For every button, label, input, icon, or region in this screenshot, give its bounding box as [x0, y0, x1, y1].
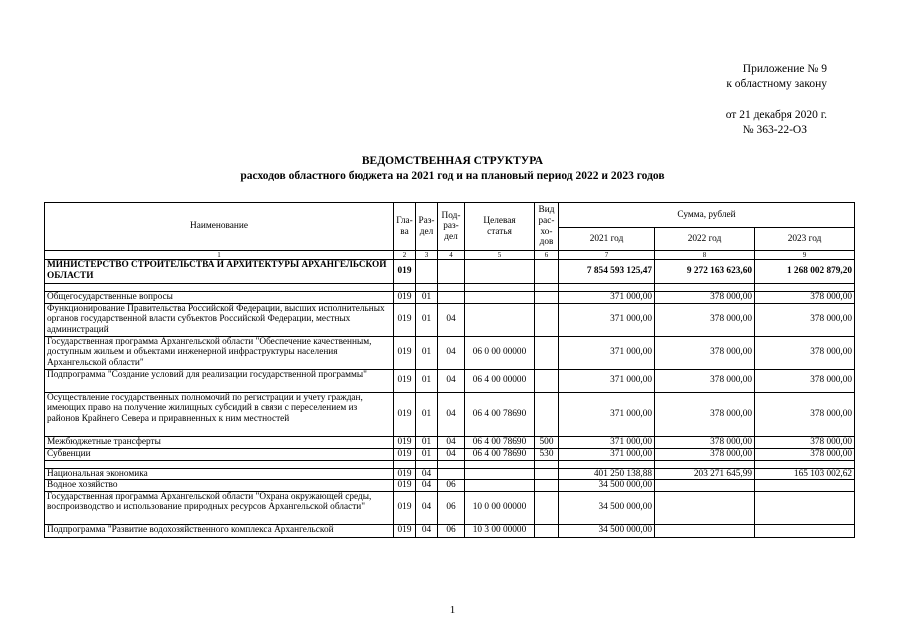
- table-row: [45, 491, 855, 524]
- cell-2021: 371 000,00: [559, 303, 655, 336]
- cell-2022: 203 271 645,99: [655, 468, 755, 480]
- spacer-row: [45, 460, 855, 468]
- cell-target: [465, 303, 535, 336]
- cell-vid: [535, 284, 559, 292]
- cell-target: [465, 480, 535, 492]
- cell-name: Осуществление государственных полномочий по регистрации и учету граждан, имеющих право на получение жилищных субсидий в связи с переселением из районов Крайнего Севера и приравненных к ним местностей: [45, 392, 394, 436]
- table-row: [45, 369, 855, 392]
- cell-glava: 019: [394, 491, 416, 524]
- cell-2023: [755, 480, 855, 492]
- column-number: 3: [416, 251, 438, 260]
- table-row: [45, 292, 855, 304]
- cell-podrazdel: 04: [438, 303, 465, 336]
- cell-razdel: 01: [416, 336, 438, 369]
- header-2022: 2022 год: [655, 228, 755, 251]
- cell-2023: 378 000,00: [755, 436, 855, 448]
- cell-glava: [394, 284, 416, 292]
- cell-target: 06 4 00 78690: [465, 448, 535, 460]
- cell-vid: 530: [535, 448, 559, 460]
- cell-vid: [535, 292, 559, 304]
- cell-2023: [755, 491, 855, 524]
- cell-2023: 1 268 002 879,20: [755, 260, 855, 284]
- cell-vid: [535, 260, 559, 284]
- cell-glava: 019: [394, 369, 416, 392]
- cell-razdel: 01: [416, 448, 438, 460]
- column-numbers-row: [45, 251, 855, 260]
- cell-2023: 378 000,00: [755, 303, 855, 336]
- table-row: [45, 336, 855, 369]
- cell-target: [465, 460, 535, 468]
- cell-2022: 378 000,00: [655, 448, 755, 460]
- column-number: 4: [438, 251, 465, 260]
- budget-table: [44, 202, 855, 538]
- cell-name: МИНИСТЕРСТВО СТРОИТЕЛЬСТВА И АРХИТЕКТУРЫ АРХАНГЕЛЬСКОЙ ОБЛАСТИ: [45, 260, 394, 284]
- table-row: [45, 524, 855, 537]
- spacer-row: [45, 284, 855, 292]
- cell-glava: 019: [394, 468, 416, 480]
- budget-table-body: [45, 260, 855, 538]
- header-glava: Гла- ва: [394, 203, 416, 251]
- appendix-law-number: № 363-22-ОЗ: [742, 124, 807, 136]
- table-row: [45, 303, 855, 336]
- cell-razdel: [416, 260, 438, 284]
- cell-target: 06 4 00 00000: [465, 369, 535, 392]
- cell-razdel: 01: [416, 292, 438, 304]
- cell-name: Субвенции: [45, 448, 394, 460]
- cell-vid: 500: [535, 436, 559, 448]
- header-podrazdel: Под- раз- дел: [438, 203, 465, 251]
- document-title-line1: ВЕДОМСТВЕННАЯ СТРУКТУРА: [361, 155, 544, 167]
- cell-glava: 019: [394, 448, 416, 460]
- table-row: [45, 468, 855, 480]
- cell-glava: 019: [394, 336, 416, 369]
- cell-2023: 378 000,00: [755, 448, 855, 460]
- column-number: 7: [559, 251, 655, 260]
- cell-razdel: [416, 460, 438, 468]
- cell-razdel: 04: [416, 480, 438, 492]
- cell-2021: 371 000,00: [559, 436, 655, 448]
- column-number: 1: [45, 251, 394, 260]
- cell-2022: 378 000,00: [655, 436, 755, 448]
- cell-podrazdel: 06: [438, 480, 465, 492]
- cell-target: 06 4 00 78690: [465, 392, 535, 436]
- cell-vid: [535, 369, 559, 392]
- appendix-block: [726, 62, 827, 138]
- cell-2022: 378 000,00: [655, 392, 755, 436]
- cell-glava: 019: [394, 303, 416, 336]
- header-2021: 2021 год: [559, 228, 655, 251]
- column-number: 2: [394, 251, 416, 260]
- cell-2021: 371 000,00: [559, 392, 655, 436]
- cell-razdel: 01: [416, 436, 438, 448]
- column-number: 5: [465, 251, 535, 260]
- cell-2022: 378 000,00: [655, 292, 755, 304]
- cell-2022: 9 272 163 623,60: [655, 260, 755, 284]
- cell-glava: [394, 460, 416, 468]
- cell-glava: 019: [394, 392, 416, 436]
- cell-2021: [559, 284, 655, 292]
- header-vid: Вид рас- хо- дов: [535, 203, 559, 251]
- cell-2023: 378 000,00: [755, 392, 855, 436]
- cell-2022: [655, 524, 755, 537]
- cell-razdel: 04: [416, 468, 438, 480]
- cell-2022: [655, 491, 755, 524]
- cell-2023: [755, 460, 855, 468]
- appendix-law-ref: к областному закону: [726, 78, 827, 90]
- cell-name: Межбюджетные трансферты: [45, 436, 394, 448]
- cell-podrazdel: 04: [438, 336, 465, 369]
- cell-target: 06 4 00 78690: [465, 436, 535, 448]
- cell-glava: 019: [394, 480, 416, 492]
- cell-podrazdel: 06: [438, 491, 465, 524]
- cell-2021: 371 000,00: [559, 448, 655, 460]
- cell-2022: 378 000,00: [655, 369, 755, 392]
- cell-name: Водное хозяйство: [45, 480, 394, 492]
- header-target: Целевая статья: [465, 203, 535, 251]
- page-number: 1: [449, 604, 456, 616]
- header-razdel: Раз- дел: [416, 203, 438, 251]
- column-number: 9: [755, 251, 855, 260]
- cell-2022: 378 000,00: [655, 336, 755, 369]
- cell-target: 10 3 00 00000: [465, 524, 535, 537]
- cell-2021: 371 000,00: [559, 292, 655, 304]
- cell-vid: [535, 480, 559, 492]
- cell-podrazdel: 04: [438, 436, 465, 448]
- cell-target: [465, 260, 535, 284]
- table-row: [45, 392, 855, 436]
- cell-2021: 34 500 000,00: [559, 480, 655, 492]
- cell-razdel: 01: [416, 303, 438, 336]
- header-2023: 2023 год: [755, 228, 855, 251]
- cell-2022: [655, 480, 755, 492]
- cell-name: Национальная экономика: [45, 468, 394, 480]
- table-row: [45, 260, 855, 284]
- cell-podrazdel: 06: [438, 524, 465, 537]
- cell-razdel: 04: [416, 524, 438, 537]
- cell-podrazdel: [438, 260, 465, 284]
- cell-2021: 34 500 000,00: [559, 524, 655, 537]
- cell-2021: 371 000,00: [559, 336, 655, 369]
- cell-glava: 019: [394, 292, 416, 304]
- cell-2023: 165 103 002,62: [755, 468, 855, 480]
- cell-2021: 34 500 000,00: [559, 491, 655, 524]
- cell-name: Функционирование Правительства Российской Федерации, высших исполнительных органов государственной власти субъектов Российской Федерации, местных администраций: [45, 303, 394, 336]
- cell-name: Подпрограмма "Развитие водохозяйственного комплекса Архангельской: [45, 524, 394, 537]
- cell-target: [465, 284, 535, 292]
- cell-2021: 7 854 593 125,47: [559, 260, 655, 284]
- cell-vid: [535, 303, 559, 336]
- cell-vid: [535, 460, 559, 468]
- cell-podrazdel: 04: [438, 448, 465, 460]
- cell-2021: 371 000,00: [559, 369, 655, 392]
- cell-2022: 378 000,00: [655, 303, 755, 336]
- cell-name: [45, 460, 394, 468]
- document-title-line2: расходов областного бюджета на 2021 год и на плановый период 2022 и 2023 годов: [240, 170, 665, 182]
- header-name: Наименование: [45, 203, 394, 251]
- cell-target: [465, 292, 535, 304]
- table-row: [45, 436, 855, 448]
- cell-2021: 401 250 138,88: [559, 468, 655, 480]
- cell-2023: 378 000,00: [755, 336, 855, 369]
- cell-target: 10 0 00 00000: [465, 491, 535, 524]
- cell-2023: 378 000,00: [755, 292, 855, 304]
- cell-glava: 019: [394, 436, 416, 448]
- cell-podrazdel: 04: [438, 369, 465, 392]
- cell-target: 06 0 00 00000: [465, 336, 535, 369]
- cell-glava: 019: [394, 260, 416, 284]
- header-sum: Сумма, рублей: [559, 203, 855, 228]
- cell-glava: 019: [394, 524, 416, 537]
- cell-podrazdel: [438, 292, 465, 304]
- cell-2023: 378 000,00: [755, 369, 855, 392]
- cell-name: Подпрограмма "Создание условий для реализации государственной программы": [45, 369, 394, 392]
- cell-2023: [755, 524, 855, 537]
- cell-name: Государственная программа Архангельской области "Обеспечение качественным, доступным жильем и объектами инженерной инфраструктуры населения Архангельской области": [45, 336, 394, 369]
- document-title: [0, 154, 905, 184]
- cell-razdel: 04: [416, 491, 438, 524]
- cell-vid: [535, 524, 559, 537]
- column-number: 6: [535, 251, 559, 260]
- cell-vid: [535, 468, 559, 480]
- cell-razdel: 01: [416, 369, 438, 392]
- appendix-title: Приложение № 9: [742, 63, 827, 75]
- cell-vid: [535, 392, 559, 436]
- cell-2021: [559, 460, 655, 468]
- cell-2023: [755, 284, 855, 292]
- column-number: 8: [655, 251, 755, 260]
- table-row: [45, 480, 855, 492]
- cell-name: [45, 284, 394, 292]
- cell-target: [465, 468, 535, 480]
- cell-podrazdel: 04: [438, 392, 465, 436]
- table-row: [45, 448, 855, 460]
- cell-2022: [655, 284, 755, 292]
- cell-razdel: 01: [416, 392, 438, 436]
- cell-vid: [535, 336, 559, 369]
- cell-podrazdel: [438, 284, 465, 292]
- cell-2022: [655, 460, 755, 468]
- cell-name: Государственная программа Архангельской области "Охрана окружающей среды, воспроизводство и использование природных ресурсов Архангельской области": [45, 491, 394, 524]
- cell-podrazdel: [438, 460, 465, 468]
- cell-vid: [535, 491, 559, 524]
- cell-razdel: [416, 284, 438, 292]
- appendix-date: от 21 декабря 2020 г.: [725, 109, 827, 121]
- cell-podrazdel: [438, 468, 465, 480]
- cell-name: Общегосударственные вопросы: [45, 292, 394, 304]
